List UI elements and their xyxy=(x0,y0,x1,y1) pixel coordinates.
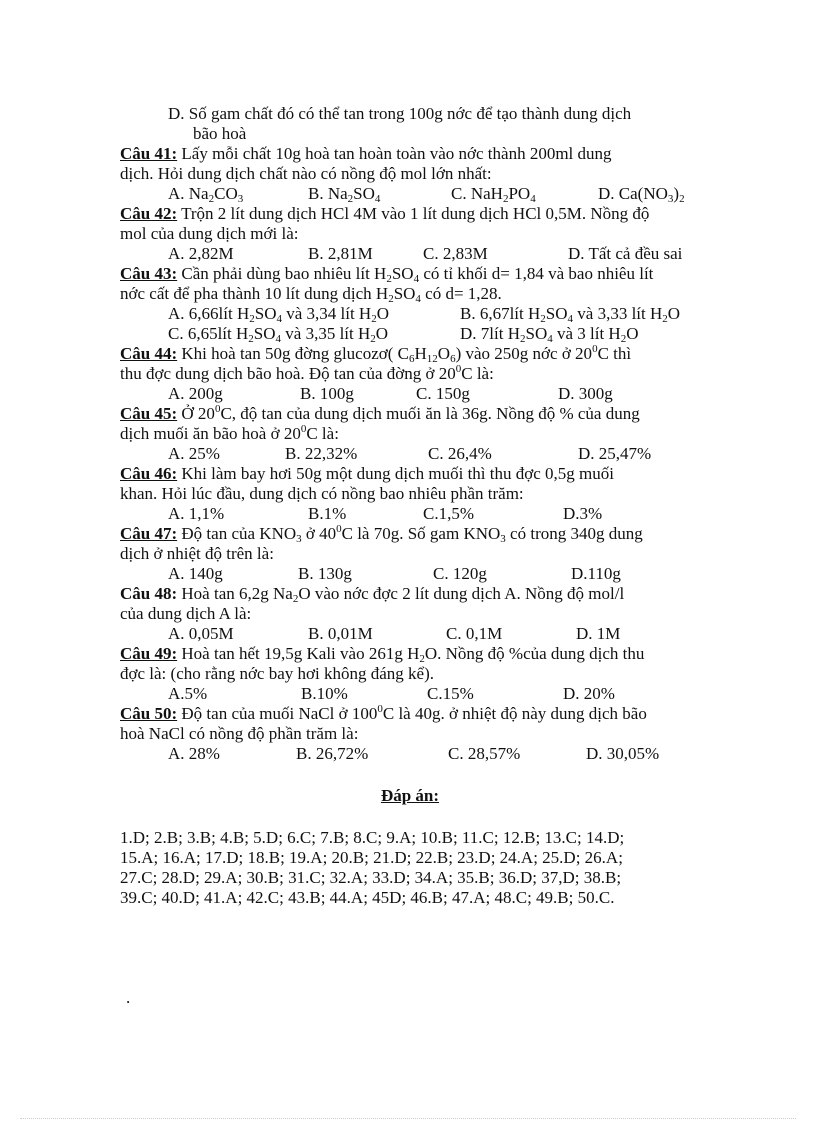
question-label: Câu 47: xyxy=(120,524,178,543)
question-label: Câu 48: xyxy=(120,584,178,603)
option-d-text-cont: bão hoà xyxy=(193,124,247,143)
option-a: A. 1,1% xyxy=(168,504,225,523)
question-text-cont: nớc cất để pha thành 10 lít dung dịch $H_2SO_4$ có d= 1,28. xyxy=(120,284,502,305)
option-c: C.1,5% xyxy=(423,504,474,523)
options-row xyxy=(120,564,700,584)
option-d-text: D. Số gam chất đó có thể tan trong 100g nớc để tạo thành dung dịch xyxy=(168,104,632,123)
question-label: Câu 49: xyxy=(120,644,178,663)
question-48: Câu 48: Hoà tan 6,2g $Na_2O$ vào nớc đợc 2 lít dung dịch A. Nồng độ mol/l xyxy=(120,584,625,605)
question-label: Câu 50: xyxy=(120,704,178,723)
option-a: A. 140g xyxy=(168,564,223,583)
question-50: Câu 50: Độ tan của muối NaCl ở $100^0C$ là 40g. ở nhiệt độ này dung dịch bão xyxy=(120,703,647,723)
option-a: A. 28% xyxy=(168,744,220,763)
question-text-cont: hoà NaCl có nồng độ phần trăm là: xyxy=(120,724,359,743)
option-b: B. $Na_2SO_4$ xyxy=(308,184,381,205)
answer-line: 15.A; 16.A; 17.D; 18.B; 19.A; 20.B; 21.D; 22.B; 23.D; 24.A; 25.D; 26.A; xyxy=(120,848,623,867)
option-a: A. 6,66lít $H_2SO_4$ và 3,34 lít $H_2O$ xyxy=(168,304,389,325)
option-a: A. 200g xyxy=(168,384,223,403)
options-row xyxy=(120,384,700,404)
option-d: D. 20% xyxy=(563,684,615,703)
option-a: A. 0,05M xyxy=(168,624,234,643)
answer-line: 1.D; 2.B; 3.B; 4.B; 5.D; 6.C; 7.B; 8.C; 9.A; 10.B; 11.C; 12.B; 13.C; 14.D; xyxy=(120,828,625,847)
question-45: Câu 45: Ở $20^0C$, độ tan của dung dịch muối ăn là 36g. Nồng độ % của dung xyxy=(120,403,640,423)
option-d: D. 25,47% xyxy=(578,444,652,463)
answer-key xyxy=(120,828,700,908)
option-b: B. 2,81M xyxy=(308,244,373,263)
option-c: C. 2,83M xyxy=(423,244,488,263)
option-d: D.3% xyxy=(563,504,603,523)
question-label: Câu 46: xyxy=(120,464,178,483)
options-row xyxy=(120,624,700,644)
question-text-cont: đợc là: (cho rằng nớc bay hơi không đáng kể). xyxy=(120,664,434,683)
option-b: B.10% xyxy=(301,684,348,703)
document-page xyxy=(120,104,700,908)
options-row xyxy=(120,324,700,344)
question-label: Câu 44: xyxy=(120,344,178,363)
page-bottom-rule xyxy=(20,1118,796,1119)
question-label: Câu 42: xyxy=(120,204,178,223)
option-b: B. 130g xyxy=(298,564,352,583)
option-a: A. $Na_2CO_3$ xyxy=(168,184,244,205)
option-d: D. 7lít $H_2SO_4$ và 3 lít $H_2O$ xyxy=(460,324,639,345)
question-49: Câu 49: Hoà tan hết 19,5g Kali vào 261g $H_2O$. Nồng độ %của dung dịch thu xyxy=(120,644,645,665)
question-42 xyxy=(120,204,700,224)
option-a: A.5% xyxy=(168,684,208,703)
question-text-cont: khan. Hỏi lúc đầu, dung dịch có nồng bao nhiêu phần trăm: xyxy=(120,484,524,503)
option-b: B. 26,72% xyxy=(296,744,369,763)
option-b: B. 100g xyxy=(300,384,354,403)
question-text: Lấy mỗi chất 10g hoà tan hoàn toàn vào nớc thành 200ml dung xyxy=(177,144,612,163)
question-text: Khi làm bay hơi 50g một dung dịch muối thì thu đợc 0,5g muối xyxy=(177,464,614,483)
option-d: D. 1M xyxy=(576,624,621,643)
options-row xyxy=(120,304,700,324)
question-text: Trộn 2 lít dung dịch HCl 4M vào 1 lít dung dịch HCl 0,5M. Nồng độ xyxy=(177,204,650,223)
question-text-cont: dịch ở nhiệt độ trên là: xyxy=(120,544,274,563)
question-text-cont: mol của dung dịch mới là: xyxy=(120,224,299,243)
option-d: D. 30,05% xyxy=(586,744,660,763)
answer-line: 27.C; 28.D; 29.A; 30.B; 31.C; 32.A; 33.D; 34.A; 35.B; 36.D; 37,D; 38.B; xyxy=(120,868,622,887)
option-b: B. 0,01M xyxy=(308,624,373,643)
options-row xyxy=(120,684,700,704)
option-d: D. Tất cả đều sai xyxy=(568,244,683,263)
question-label: Câu 43: xyxy=(120,264,178,283)
options-row xyxy=(120,444,700,464)
options-row xyxy=(120,744,700,764)
option-c: C.15% xyxy=(427,684,474,703)
option-c: C. 150g xyxy=(416,384,470,403)
options-row xyxy=(120,184,700,204)
options-row xyxy=(120,244,700,264)
question-41 xyxy=(120,144,700,164)
option-c: C. 0,1M xyxy=(446,624,503,643)
question-label: Câu 41: xyxy=(120,144,178,163)
question-43: Câu 43: Cần phải dùng bao nhiêu lít $H_2SO_4$ có tỉ khối d= 1,84 và bao nhiêu lít xyxy=(120,264,654,285)
option-d: D. 300g xyxy=(558,384,613,403)
answer-key-title: Đáp án: xyxy=(380,786,440,805)
options-row xyxy=(120,504,700,524)
option-b: B.1% xyxy=(308,504,347,523)
option-d: D.110g xyxy=(571,564,621,583)
question-text-cont: dịch muối ăn bão hoà ở $20^0C$ là: xyxy=(120,423,339,443)
question-47: Câu 47: Độ tan của $KNO_3$ ở $40^0C$ là 70g. Số gam $KNO_3$ có trong 340g dung xyxy=(120,523,643,545)
option-c: C. 28,57% xyxy=(448,744,521,763)
option-a: A. 25% xyxy=(168,444,220,463)
option-b: B. 22,32% xyxy=(285,444,358,463)
question-46 xyxy=(120,464,700,484)
question-label: Câu 45: xyxy=(120,404,178,423)
option-c: C. $NaH_2PO_4$ xyxy=(451,184,536,205)
option-d: D. $Ca(NO_3)_2$ xyxy=(598,184,685,205)
stray-mark: . xyxy=(126,988,131,1007)
option-c: C. 120g xyxy=(433,564,487,583)
question-text-cont: thu đợc dung dịch bão hoà. Độ tan của đờng ở $20^0C$ là: xyxy=(120,363,494,383)
option-c: C. 26,4% xyxy=(428,444,492,463)
option-a: A. 2,82M xyxy=(168,244,234,263)
question-text-cont: dịch. Hỏi dung dịch chất nào có nồng độ mol lớn nhất: xyxy=(120,164,492,183)
question-44: Câu 44: Khi hoà tan 50g đờng glucozơ( $C_6H_{12}O_6$) vào 250g nớc ở $20^0C$ thì xyxy=(120,343,632,365)
question-text-cont: của dung dịch A là: xyxy=(120,604,252,623)
option-c: C. 6,65lít $H_2SO_4$ và 3,35 lít $H_2O$ xyxy=(168,324,389,345)
answer-line: 39.C; 40.D; 41.A; 42.C; 43.B; 44.A; 45D; 46.B; 47.A; 48.C; 49.B; 50.C. xyxy=(120,888,615,907)
option-b: B. 6,67lít $H_2SO_4$ và 3,33 lít $H_2O$ xyxy=(460,304,681,325)
